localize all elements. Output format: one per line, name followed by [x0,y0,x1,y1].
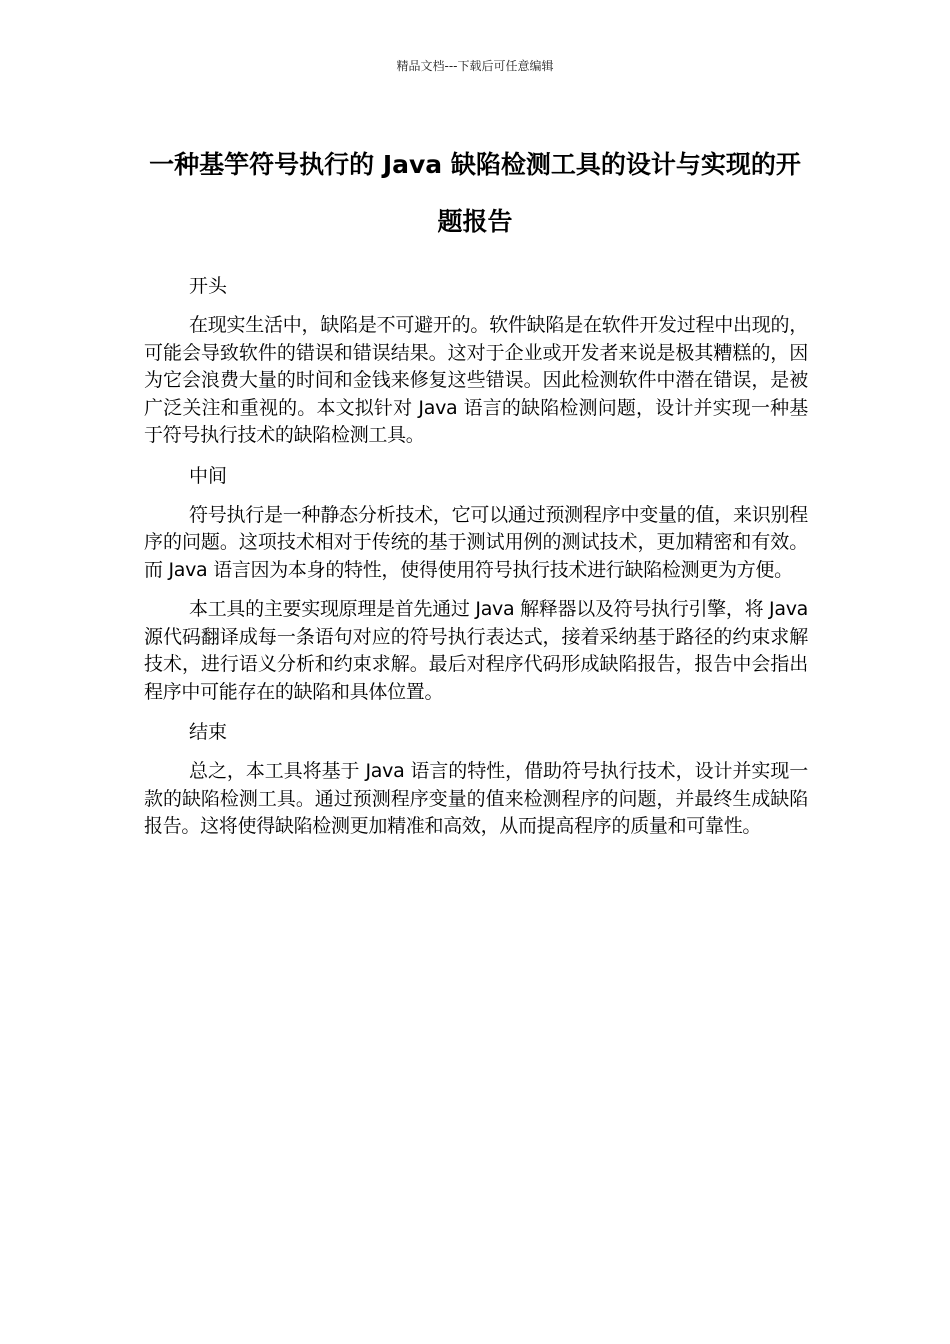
section-middle [144,462,808,707]
section-heading-ending: 结束 [189,721,228,743]
section-ending [144,718,808,841]
middle-paragraph-1: 符号执行是一种静态分析技术，它可以通过预测程序中变量的值，来识别程序的问题。这项技术相对于传统的基于测试用例的测试技术，更加精密和有效。而 Java 语言因为本身的特性，使得使用符号执行技术进行缺陷检测更为方便。 [144,503,808,581]
section-opening [144,272,808,450]
document-body [144,272,808,853]
document-title: 一种基竽符号执行的 Java 缺陷检测工具的设计与实现的开题报告 [149,150,801,236]
opening-paragraph: 在现实生活中，缺陷是不可避开的。软件缺陷是在软件开发过程中出现的，可能会导致软件的错误和错误结果。这对于企业或开发者来说是极其糟糕的，因为它会浪费大量的时间和金钱来修复这些错误。因此检测软件中潜在错误，是被广泛关注和重视的。本文拟针对 Java 语言的缺陷检测问题，设计并实现一种基于符号执行技术的缺陷检测工具。 [144,314,808,446]
section-heading-opening: 开头 [189,275,228,297]
middle-paragraph-2: 本工具的主要实现原理是首先通过 Java 解释器以及符号执行引擎，将 Java 源代码翻译成每一条语句对应的符号执行表达式，接着采纳基于路径的约束求解技术，进行语义分析和约束求解。最后对程序代码形成缺陷报告，报告中会指出程序中可能存在的缺陷和具体位置。 [144,598,808,703]
ending-paragraph: 总之，本工具将基于 Java 语言的特性，借助符号执行技术，设计并实现一款的缺陷检测工具。通过预测程序变量的值来检测程序的问题，并最终生成缺陷报告。这将使得缺陷检测更加精准和高效，从而提高程序的质量和可靠性。 [144,760,808,837]
page-header-note: 精品文档---下载后可任意编辑 [396,59,554,73]
section-heading-middle: 中间 [189,464,228,487]
